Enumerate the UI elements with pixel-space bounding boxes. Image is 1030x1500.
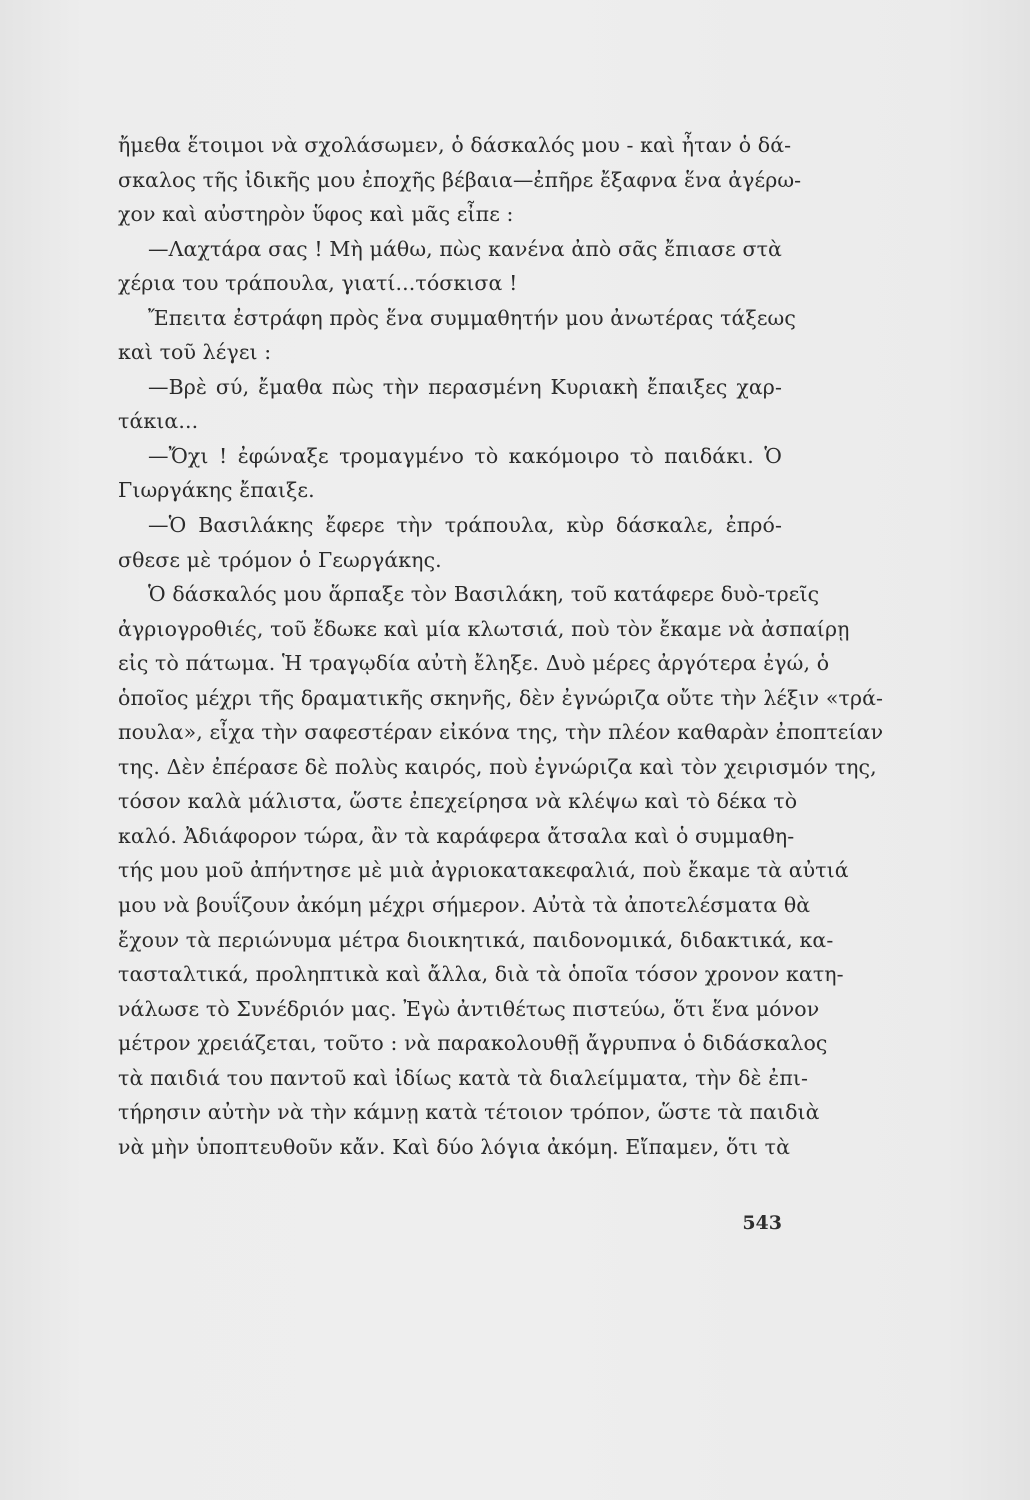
text-line: ἤμεθα ἕτοιμοι νὰ σχολάσωμεν, ὁ δάσκαλός μου - καὶ ἦταν ὁ δά- (118, 133, 792, 157)
text-line: τὰ παιδιά του παντοῦ καὶ ἰδίως κατὰ τὰ διαλείμματα, τὴν δὲ ἐπι- (118, 1065, 809, 1090)
page-number: 543 (742, 1212, 782, 1234)
text-line: —Ὁ Βασιλάκης ἔφερε τὴν τράπουλα, κὺρ δάσκαλε, ἐπρό- (148, 513, 782, 538)
text-line: καλό. Ἀδιάφορον τώρα, ἂν τὰ καράφερα ἄτσαλα καὶ ὁ συμμαθη- (118, 823, 795, 848)
text-line: τάκια... (118, 409, 199, 434)
text-line: χον καὶ αὐστηρὸν ὕφος καὶ μᾶς εἶπε : (118, 202, 514, 227)
text-line: Γιωργάκης ἔπαιξε. (118, 478, 315, 503)
text-line: νὰ μὴν ὑποπτευθοῦν κἄν. Καὶ δύο λόγια ἀκόμη. Εἴπαμεν, ὅτι τὰ (118, 1134, 791, 1159)
text-line: τασταλτικά, προληπτικὰ καὶ ἄλλα, διὰ τὰ ὁποῖα τόσον χρονον κατη- (118, 962, 844, 987)
text-line: ὁποῖος μέχρι τῆς δραματικῆς σκηνῆς, δὲν ἐγνώριζα οὔτε τὴν λέξιν «τρά- (118, 685, 884, 710)
text-line: χέρια του τράπουλα, γιατί...τόσκισα ! (118, 271, 518, 296)
text-line: τήρησιν αὐτὴν νὰ τὴν κάμνῃ κατὰ τέτοιον τρόπον, ὥστε τὰ παιδιὰ (118, 1100, 820, 1125)
text-line: —Ὄχι ! ἐφώναξε τρομαγμένο τὸ κακόμοιρο τὸ παιδάκι. Ὁ (148, 443, 782, 468)
text-line: καὶ τοῦ λέγει : (118, 340, 272, 365)
text-line: σκαλος τῆς ἰδικῆς μου ἐποχῆς βέβαια—ἐπῆρε ἔξαφνα ἕνα ἀγέρω- (118, 167, 802, 192)
text-line: ἔχουν τὰ περιώνυμα μέτρα διοικητικά, παιδονομικά, διδακτικά, κα- (118, 927, 834, 952)
text-line: τής μου μοῦ ἀπήντησε μὲ μιὰ ἀγριοκατακεφαλιά, ποὺ ἔκαμε τὰ αὐτιά (118, 858, 849, 883)
text-line: μου νὰ βουΐζουν ἀκόμη μέχρι σήμερον. Αὐτὰ τὰ ἀποτελέσματα θὰ (118, 893, 811, 918)
text-line: —Βρὲ σύ, ἔμαθα πὼς τὴν περασμένη Κυριακὴ ἔπαιξες χαρ- (148, 374, 782, 399)
text-line: Ἔπειτα ἐστράφη πρὸς ἕνα συμμαθητήν μου ἀνωτέρας τάξεως (148, 305, 796, 330)
text-line: σθεσε μὲ τρόμον ὁ Γεωργάκης. (118, 547, 442, 572)
text-line: Ὁ δάσκαλός μου ἅρπαξε τὸν Βασιλάκη, τοῦ κατάφερε δυὸ-τρεῖς (148, 582, 820, 607)
body-text (118, 128, 884, 1164)
text-line: —Λαχτάρα σας ! Μὴ μάθω, πὼς κανένα ἀπὸ σᾶς ἔπιασε στὰ (148, 236, 782, 261)
text-line: νάλωσε τὸ Συνέδριόν μας. Ἐγὼ ἀντιθέτως πιστεύω, ὅτι ἕνα μόνον (118, 996, 820, 1021)
text-line: τόσον καλὰ μάλιστα, ὥστε ἐπεχείρησα νὰ κλέψω καὶ τὸ δέκα τὸ (118, 789, 798, 814)
text-line: της. Δὲν ἐπέρασε δὲ πολὺς καιρός, ποὺ ἐγνώριζα καὶ τὸν χειρισμόν της, (118, 754, 877, 779)
text-line: μέτρον χρειάζεται, τοῦτο : νὰ παρακολουθῇ ἄγρυπνα ὁ διδάσκαλος (118, 1031, 828, 1056)
text-line: ἀγριογροθιές, τοῦ ἔδωκε καὶ μία κλωτσιά, ποὺ τὸν ἔκαμε νὰ ἀσπαίρῃ (118, 616, 850, 641)
text-line: πουλα», εἶχα τὴν σαφεστέραν εἰκόνα της, τὴν πλέον καθαρὰν ἐποπτείαν (118, 720, 884, 745)
text-line: εἰς τὸ πάτωμα. Ἡ τραγῳδία αὐτὴ ἔληξε. Δυὸ μέρες ἀργότερα ἐγώ, ὁ (118, 651, 830, 676)
